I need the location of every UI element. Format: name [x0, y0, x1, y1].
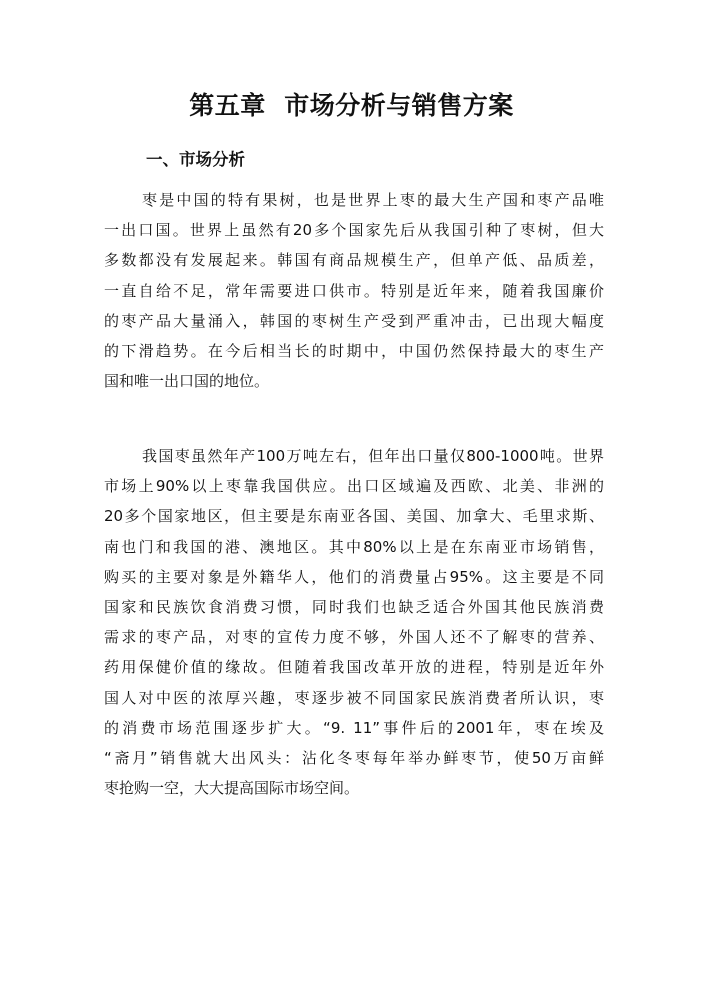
paragraph-line: 南也门和我国的港、澳地区。其中80%以上是在东南亚市场销售，: [104, 537, 604, 556]
paragraph-line: “斋月”销售就大出风头：沾化冬枣每年举办鲜枣节，使50万亩鲜: [104, 748, 604, 767]
paragraph-line: 的枣产品大量涌入，韩国的枣树生产受到严重冲击，已出现大幅度: [104, 311, 604, 330]
paragraph-line: 20多个国家地区，但主要是东南亚各国、美国、加拿大、毛里求斯、: [104, 507, 604, 526]
paragraph-line: 一出口国。世界上虽然有20多个国家先后从我国引种了枣树，但大: [104, 221, 604, 240]
paragraph-line: 国人对中医的浓厚兴趣，枣逐步被不同国家民族消费者所认识，枣: [104, 688, 604, 707]
chapter-title: 第五章 市场分析与销售方案: [189, 91, 514, 120]
paragraph-2: [104, 441, 604, 803]
paragraph-line: 我国枣虽然年产100万吨左右，但年出口量仅800-1000吨。世界: [142, 447, 604, 465]
paragraph-line: 多数都没有发展起来。韩国有商品规模生产，但单产低、品质差，: [104, 251, 604, 270]
paragraph-line: 国家和民族饮食消费习惯，同时我们也缺乏适合外国其他民族消费: [104, 597, 604, 616]
paragraph-line: 枣抢购一空，大大提高国际市场空间。: [104, 779, 360, 798]
paragraph-line: 需求的枣产品，对枣的宣传力度不够，外国人还不了解枣的营养、: [104, 628, 604, 647]
paragraph-line: 的下滑趋势。在今后相当长的时期中，中国仍然保持最大的枣生产: [104, 341, 604, 360]
paragraph-line: 购买的主要对象是外籍华人，他们的消费量占95%。这主要是不同: [104, 567, 604, 586]
paragraph-line: 药用保健价值的缘故。但随着我国改革开放的进程，特别是近年外: [104, 658, 604, 677]
paragraph-line: 的消费市场范围逐步扩大。“9. 11”事件后的2001年，枣在埃及: [104, 718, 604, 737]
paragraph-line: 枣是中国的特有果树，也是世界上枣的最大生产国和枣产品唯: [142, 191, 604, 209]
paragraph-line: 市场上90%以上枣靠我国供应。出口区域遍及西欧、北美、非洲的: [104, 477, 604, 496]
paragraph-line: 一直自给不足，常年需要进口供市。特别是近年来，随着我国廉价: [104, 281, 604, 300]
paragraph-1: [104, 185, 604, 396]
paragraph-line: 国和唯一出口国的地位。: [104, 372, 270, 391]
section-heading: 一、市场分析: [146, 150, 245, 169]
